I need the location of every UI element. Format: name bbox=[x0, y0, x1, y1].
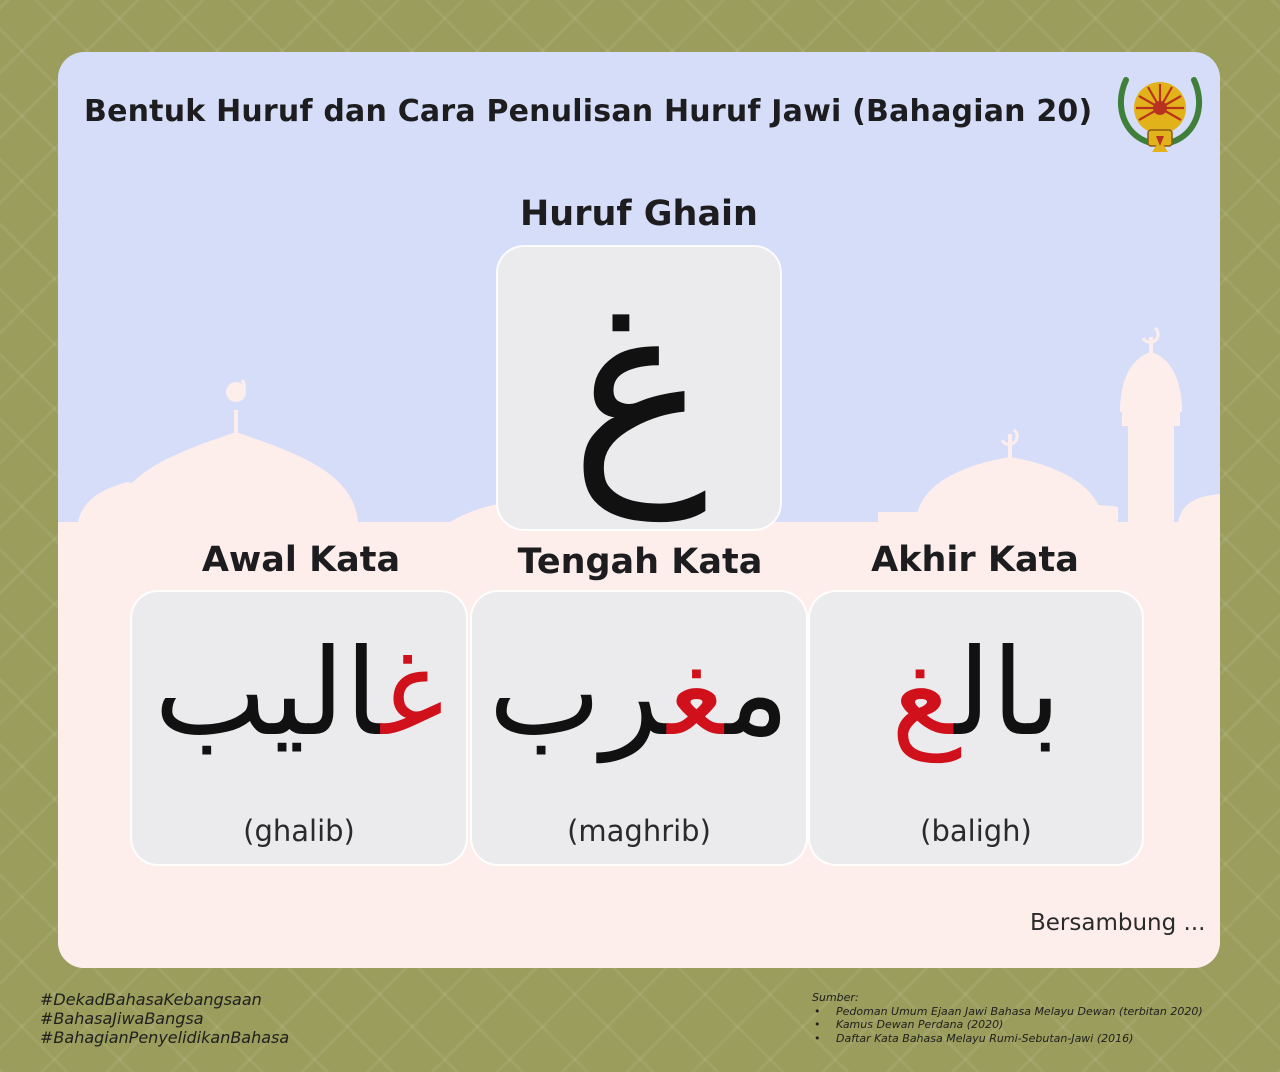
word-before: بال bbox=[954, 624, 1062, 763]
source-item: • Daftar Kata Bahasa Melayu Rumi-Sebutan-Jawi (2016) bbox=[812, 1032, 1203, 1046]
hashtag: #DekadBahasaKebangsaan bbox=[40, 990, 262, 1009]
word-maghrib bbox=[472, 622, 806, 766]
word-before: م bbox=[725, 624, 790, 763]
position-label-akhir: Akhir Kata bbox=[871, 540, 1079, 580]
sources-heading: Sumber: bbox=[812, 991, 859, 1004]
hashtag: #BahagianPenyelidikanBahasa bbox=[40, 1028, 290, 1047]
word-highlight-letter: غ bbox=[890, 624, 955, 763]
transliteration: (ghalib) bbox=[243, 814, 355, 848]
position-label-tengah: Tengah Kata bbox=[517, 542, 763, 582]
hashtag-list bbox=[40, 990, 289, 1047]
dbp-emblem-icon bbox=[1112, 66, 1208, 162]
word-highlight-letter: غ bbox=[381, 624, 444, 763]
word-card-awal bbox=[132, 592, 466, 864]
source-item: • Pedoman Umum Ejaan Jawi Bahasa Melayu Dewan (terbitan 2020) bbox=[812, 1005, 1203, 1019]
letter-label: Huruf Ghain bbox=[520, 194, 758, 234]
word-rest: اليب bbox=[154, 624, 382, 763]
continued-text: Bersambung ... bbox=[1030, 910, 1206, 936]
sources-list bbox=[812, 1005, 1203, 1046]
source-item: • Kamus Dewan Perdana (2020) bbox=[812, 1018, 1203, 1032]
transliteration: (baligh) bbox=[920, 814, 1032, 848]
word-card-tengah bbox=[472, 592, 806, 864]
word-after: رب bbox=[488, 624, 668, 763]
word-baligh bbox=[810, 622, 1142, 766]
position-label-awal: Awal Kata bbox=[201, 540, 401, 580]
word-ghalib bbox=[132, 622, 466, 766]
ghain-glyph: غ bbox=[570, 254, 708, 521]
transliteration: (maghrib) bbox=[567, 814, 711, 848]
sources-block bbox=[812, 991, 1203, 1045]
page-title: Bentuk Huruf dan Cara Penulisan Huruf Jawi (Bahagian 20) bbox=[84, 94, 1093, 129]
letter-card bbox=[498, 247, 780, 529]
word-card-akhir bbox=[810, 592, 1142, 864]
main-card bbox=[58, 52, 1220, 968]
word-highlight-letter: غ bbox=[667, 624, 726, 763]
hashtag: #BahasaJiwaBangsa bbox=[40, 1009, 204, 1028]
